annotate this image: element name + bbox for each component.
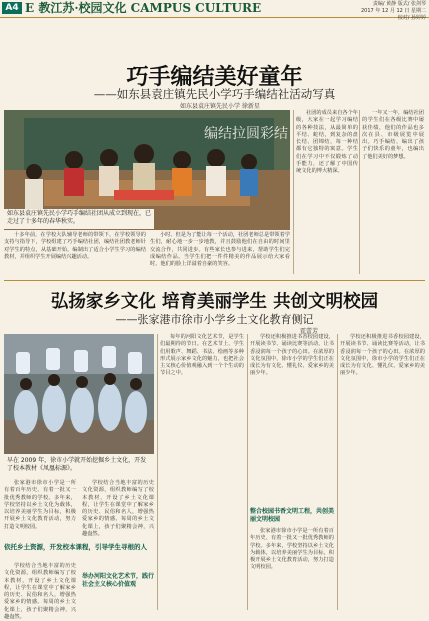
article1-col4: 一年又一年，编结社团的学生们在各级比赛中屡获佳绩，他们的作品也多次在县、市级展览中展出。巧手编结，编出了孩子们快乐的童年，也编出了他们美好的梦想。 (362, 110, 424, 160)
article1-photo-caption: 如东县袁庄镇先民小学巧手编结社团从成立到现在，已走过了十多年的春华秋实。 (4, 209, 154, 229)
column-title: E 教江苏·校园文化 CAMPUS CULTURE (25, 1, 262, 15)
article2-subhead-3: 整合校园书香文明工程，共创美丽文明校园 (250, 508, 335, 523)
column-rule (337, 334, 338, 610)
article2-title: 弘扬家乡文化 培育美丽学生 共创文明校园 (50, 292, 379, 312)
article2-col2: 学校结合当地丰富的历史文化资源，组织教师编写了校本教材，开设了乡土文化课程，让学生在课堂中了解家乡的历史、民俗和名人，增强热爱家乡的情感。每周的乡土文化课上，孩子们聚精会神，兴趣盎然。 (4, 563, 76, 621)
article1-col2: 小时、但是为了能让每一个活动，社团老师总是带领着学生们，耐心地一步一步地教，并且鼓励他们在自由的时间里交流合作，共同进步。有些家长也参与进来，帮助学生们完成编结作品。当学生们把一件件精美的作品展示给大家看时，他们的脸上洋溢着自豪的笑容。 (150, 232, 290, 268)
performance-photo-image (4, 334, 154, 454)
header-meta-date: 2017 年 12 月 12 日 星期二 (361, 8, 426, 14)
article2-col5: 学校还积极推进书香校园建设，开展读书节、诵读比赛等活动，让书香浸润每一个孩子的心田。在浓厚的文化氛围中，徐市小学的学生们正在成长为有文化、懂礼仪、爱家乡的美丽少年。 (340, 334, 425, 377)
column-rule (157, 334, 158, 610)
article2-col3: 每年的河阳文化艺术节，是学生们最期待的节日。在艺术节上，学生们用歌声、舞蹈、书法、绘画等多种形式展示家乡文化的魅力，也把社会主义核心价值观融入到一个个生动的节目之中。 (160, 334, 244, 377)
article1-title: 巧手编结美好童年 (126, 64, 303, 90)
article2-byline: 霍蕾芳 (300, 328, 319, 335)
article2-subhead-2: 举办河阳文化艺术节，践行社会主义核心价值观 (82, 573, 155, 588)
header-meta (361, 1, 426, 22)
article-divider (4, 280, 425, 281)
column-rule (247, 334, 248, 610)
page-number: A4 (2, 2, 22, 14)
article2-col1: 张家港市徐市小学是一所有着百年历史、有着一批又一批优秀教师的学校。多年来，学校坚持以乡土文化为载体，以培养美丽学生为目标，积极开展乡土文化教育活动，努力打造文明校园。 (4, 480, 76, 530)
article1-col3: 社团的成员来自各个年级，大家在一起学习编结的各种技法，从最简单的平结、蛇结，到复杂的盘长结、团锦结，每一种结都有它独特的寓意。学生们在学习中不仅锻炼了动手能力，还了解了中国传统文化的博大精深。 (296, 110, 358, 175)
column-rule (359, 110, 360, 274)
article2-col4b: 张家港市徐市小学是一所有着百年历史、有着一批又一批优秀教师的学校。多年来，学校坚持以乡土文化为载体，以培养美丽学生为目标，积极开展乡土文化教育活动，努力打造文明校园。 (250, 528, 334, 571)
article1-byline: 如东县袁庄镇先民小学 徐新星 (180, 103, 260, 110)
article2-subtitle: ——张家港市徐市小学乡土文化教育侧记 (115, 313, 314, 326)
column-rule (293, 110, 294, 274)
page-header (0, 0, 429, 21)
article2-photo (4, 334, 154, 454)
header-meta-proof: 校对/ 孙婷婷 (397, 15, 426, 21)
header-meta-editor: 责编/ 黄静 版式/ 张剑琴 (372, 1, 426, 7)
article2-col2b: 学校结合当地丰富的历史文化资源，组织教师编写了校本教材，开设了乡土文化课程，让学生在课堂中了解家乡的历史、民俗和名人，增强热爱家乡的情感。每周的乡土文化课上，孩子们聚精会神，兴趣盎然。 (82, 480, 154, 538)
article1-col1: 十多年前，在学校大队辅导老师的带领下，在学校领导的支持与指导下，学校组建了巧手编结社团，编结社团教老师针对学生的特点，从基础开始，编制出了适合小学生学习的编结教材，并组织学生开展编结兴趣活动。 (4, 232, 146, 260)
article2-subhead-1: 依托乡土资源，开发校本课程，引导学生寻根的人 (4, 543, 147, 551)
article1-subtitle: ——如东县袁庄镇先民小学巧手编结社活动写真 (93, 87, 336, 101)
photo-board-text: 编结拉圆彩结 (204, 126, 288, 142)
article2-col4: 学校还积极推进书香校园建设，开展读书节、诵读比赛等活动，让书香浸润每一个孩子的心田。在浓厚的文化氛围中，徐市小学的学生们正在成长为有文化、懂礼仪、爱家乡的美丽少年。 (250, 334, 334, 377)
article2-photo-caption: 早在 2009 年，徐市小学就开始挖掘乡土文化，开发了校本教材《凤凰标源》。 (4, 456, 154, 478)
